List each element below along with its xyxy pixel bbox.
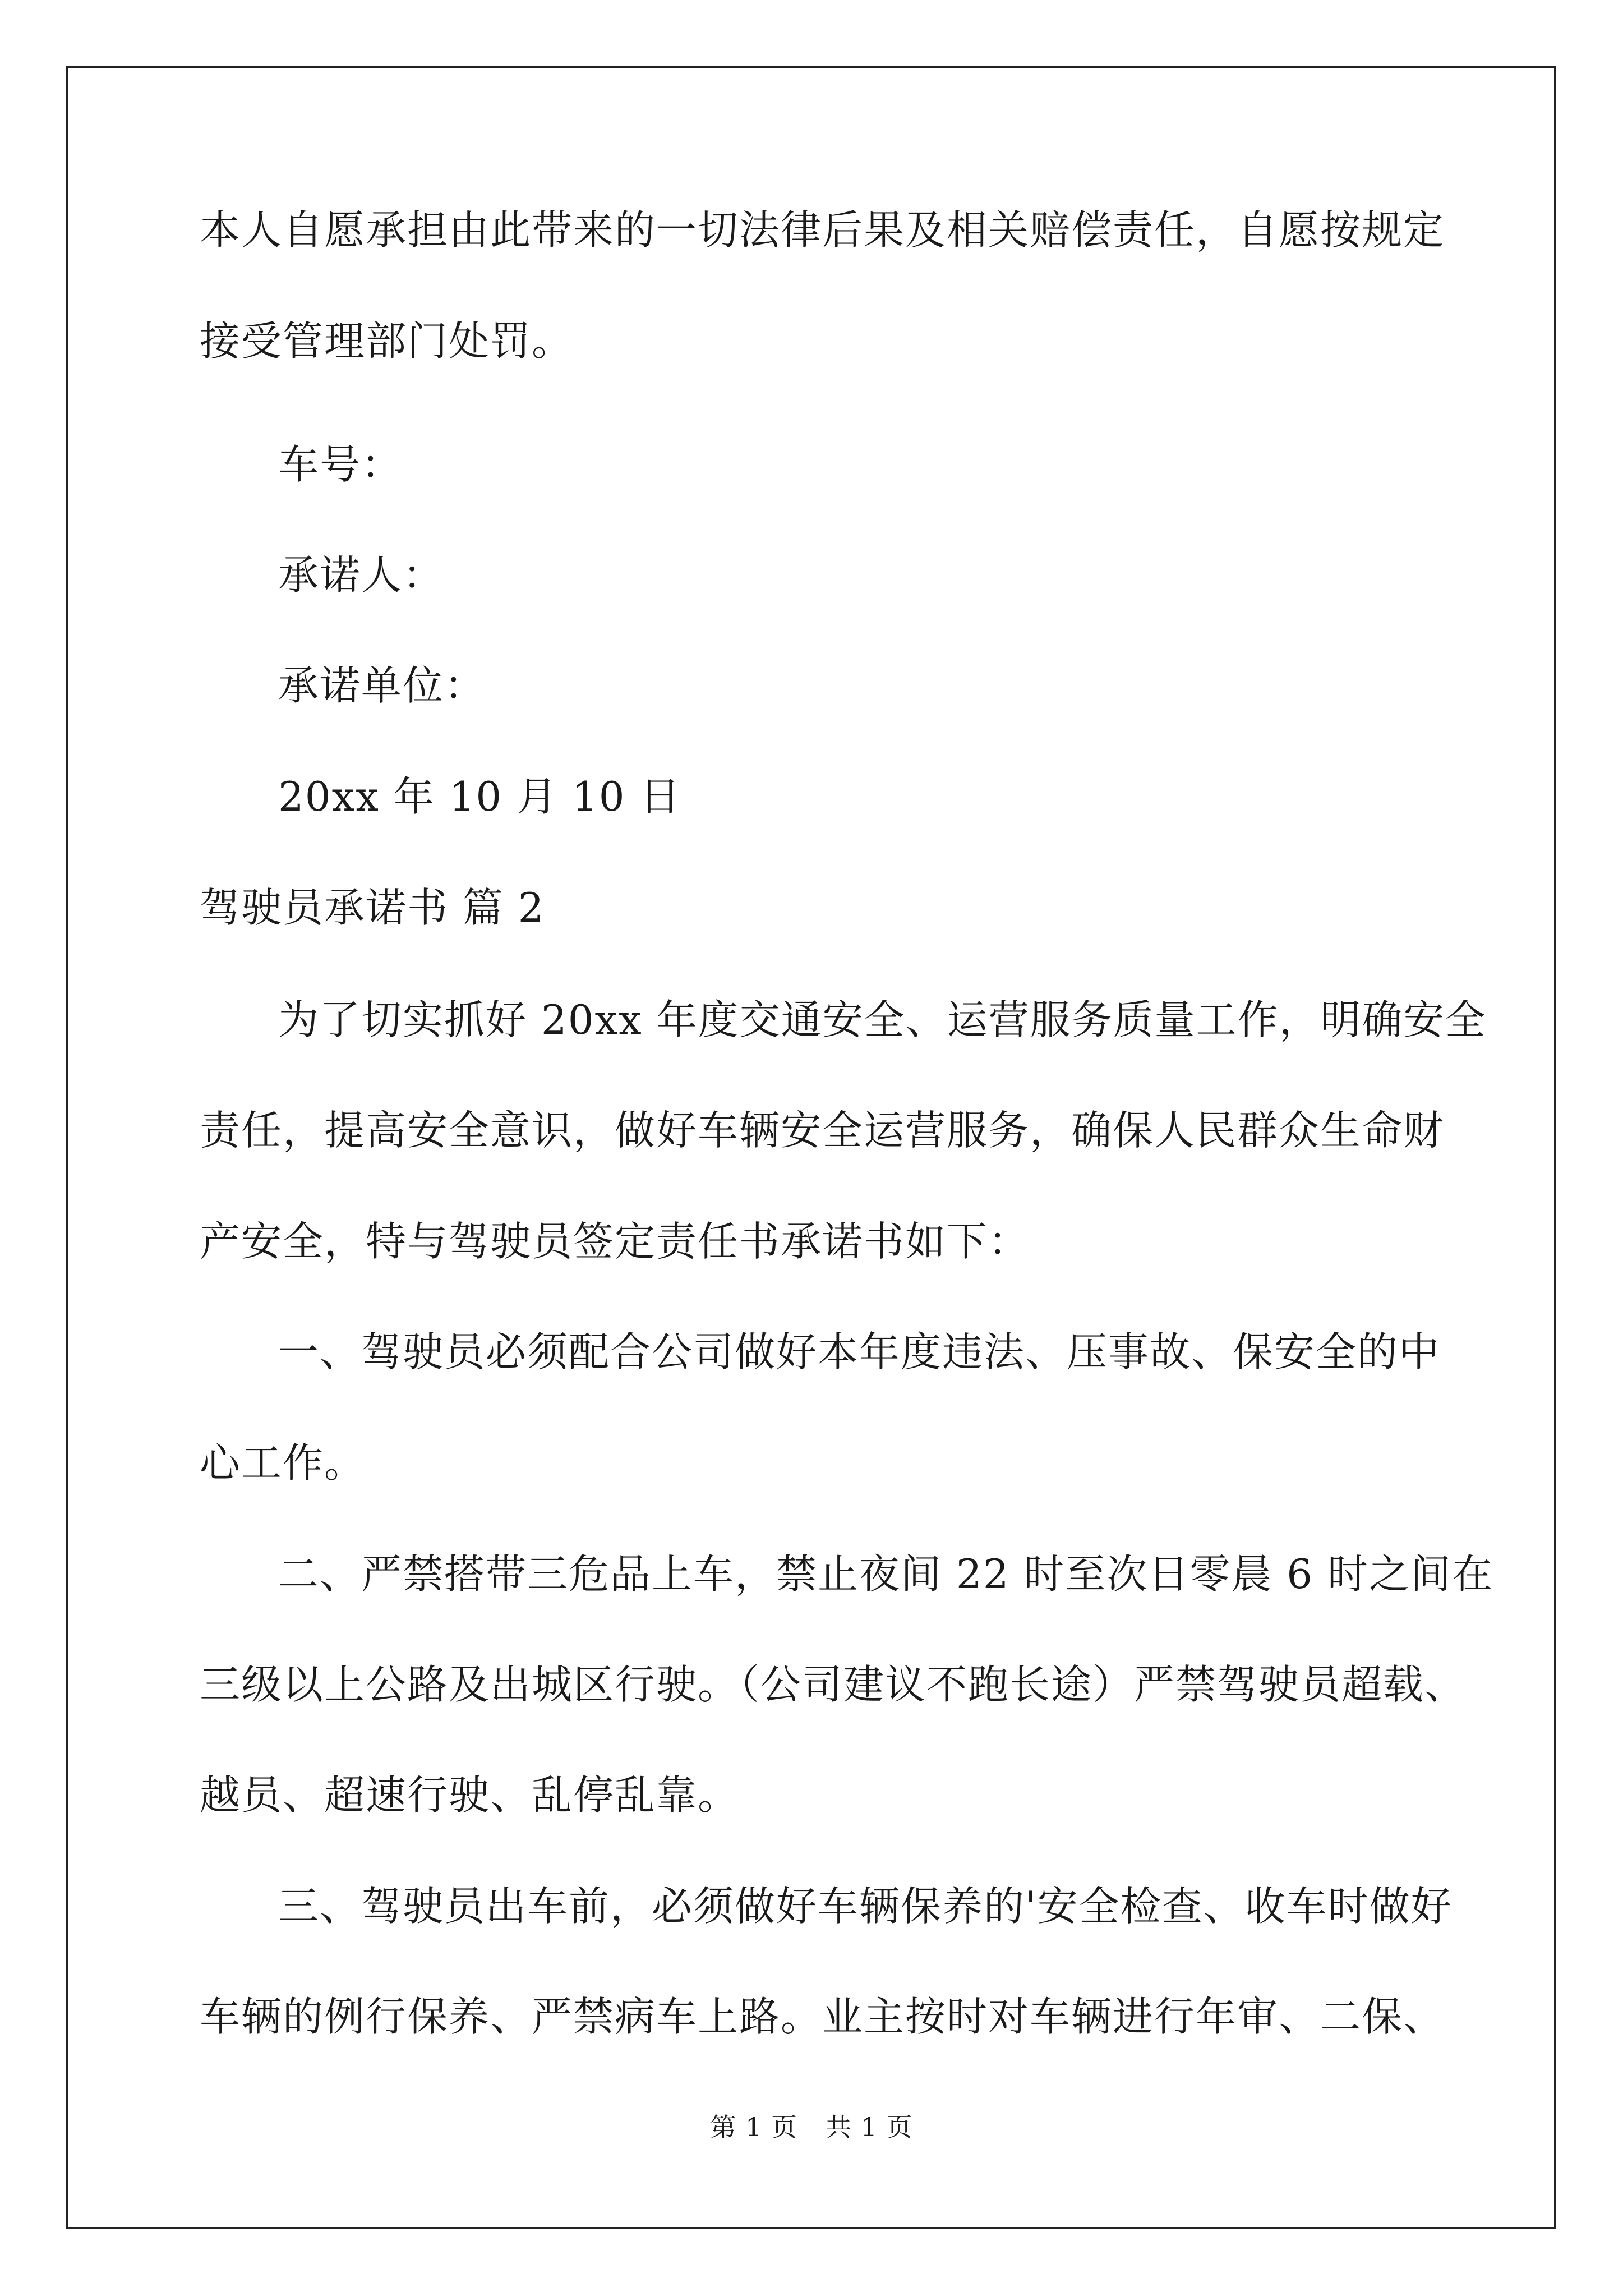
body-line-16: 三、驾驶员出车前，必须做好车辆保养的'安全检查、收车时做好	[278, 1883, 1453, 1930]
page-number-total: 共 1 页	[826, 2112, 913, 2142]
promisor-label: 承诺人：	[278, 551, 445, 599]
body-line-11: 一、驾驶员必须配合公司做好本年度违法、压事故、保安全的中	[278, 1328, 1441, 1375]
body-line-8: 为了切实抓好 20xx 年度交通安全、运营服务质量工作，明确安全	[278, 996, 1487, 1043]
body-line-17: 车辆的例行保养、严禁病车上路。业主按时对车辆进行年审、二保、	[200, 1993, 1445, 2040]
page-number-current: 第 1 页	[710, 2112, 797, 2142]
body-line-12: 心工作。	[200, 1439, 366, 1487]
body-line-14: 三级以上公路及出城区行驶。（公司建议不跑长途）严禁驾驶员超载、	[200, 1661, 1467, 1708]
body-line-9: 责任，提高安全意识，做好车辆安全运营服务，确保人民群众生命财	[200, 1107, 1445, 1154]
body-line-1: 本人自愿承担由此带来的一切法律后果及相关赔偿责任，自愿按规定	[200, 206, 1445, 254]
vehicle-number-label: 车号：	[278, 441, 403, 488]
body-line-13: 二、严禁搭带三危品上车，禁止夜间 22 时至次日零晨 6 时之间在	[278, 1550, 1493, 1598]
date-line: 20xx 年 10 月 10 日	[278, 773, 681, 820]
body-line-15: 越员、超速行驶、乱停乱靠。	[200, 1772, 740, 1819]
promisor-unit-label: 承诺单位：	[278, 662, 486, 709]
body-line-2: 接受管理部门处罚。	[200, 318, 574, 365]
section-heading: 驾驶员承诺书 篇 2	[200, 884, 545, 931]
page-footer	[0, 2110, 1623, 2144]
body-line-10: 产安全，特与驾驶员签定责任书承诺书如下：	[200, 1218, 1030, 1265]
